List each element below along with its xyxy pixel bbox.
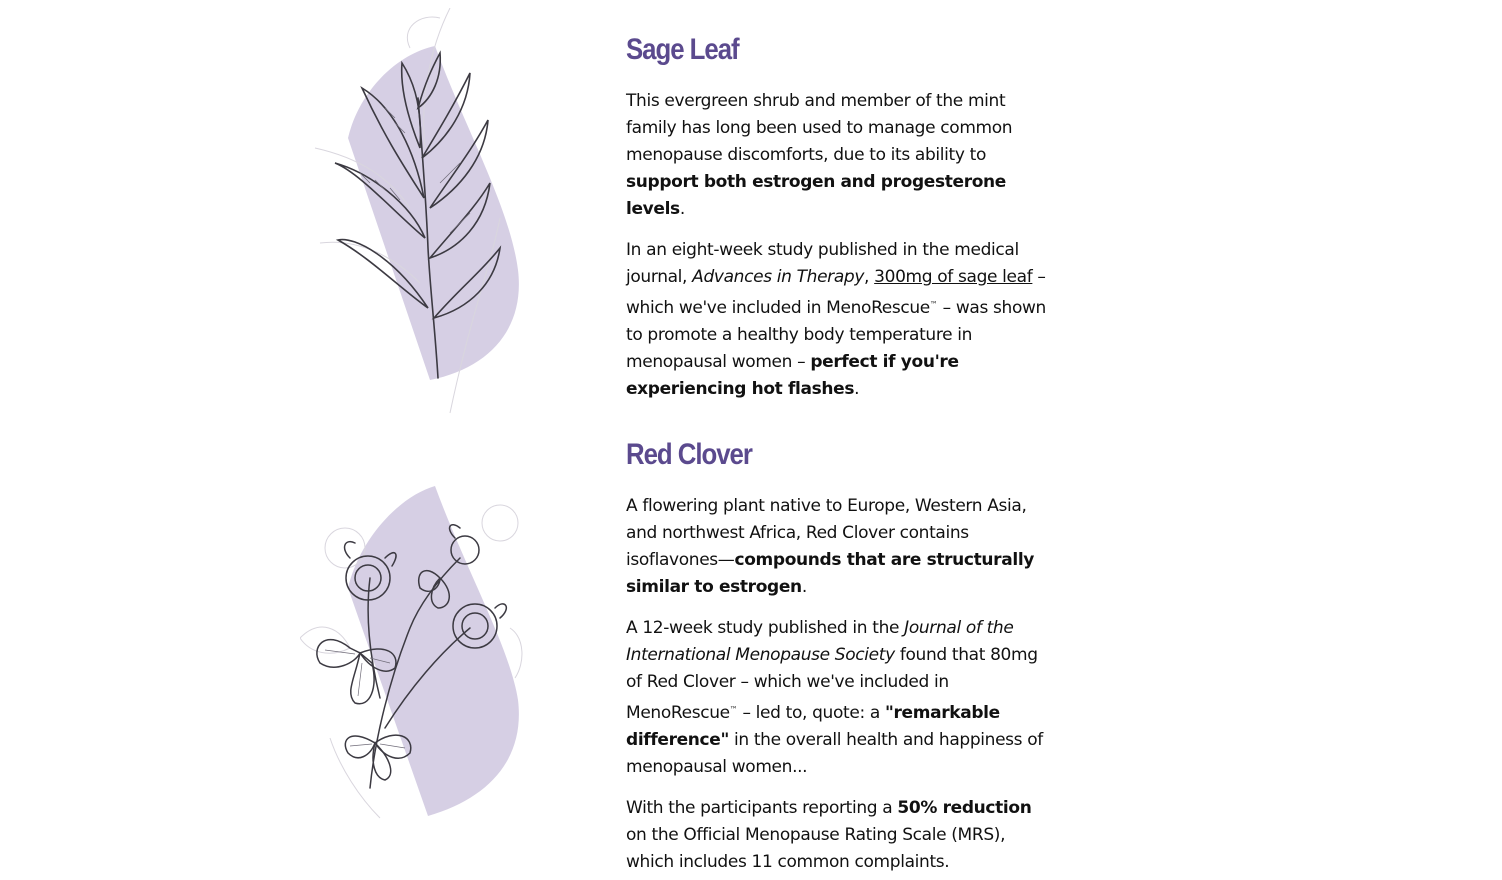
sage-leaf-paragraph-1 xyxy=(626,88,1046,223)
red-clover-heading: Red Clover xyxy=(626,438,752,471)
bold-text: "remarkable difference" xyxy=(626,703,1000,750)
text-run: In an eight-week study published in the medical journal, xyxy=(626,240,1019,287)
text-run: . xyxy=(854,379,860,399)
text-run: . xyxy=(679,199,685,219)
journal-title: Journal of the International Menopause Society xyxy=(626,618,1014,665)
text-run: A 12-week study published in the xyxy=(626,618,905,638)
journal-title: Advances in Therapy xyxy=(692,267,865,287)
bold-text: perfect if you're experiencing hot flashes xyxy=(626,352,959,399)
trademark-mark: ™ xyxy=(729,705,738,714)
trademark-mark: ™ xyxy=(929,300,938,309)
text-run: . xyxy=(801,577,807,597)
red-clover-drawing xyxy=(300,478,540,823)
bold-text: compounds that are structurally similar to estrogen xyxy=(626,550,1035,597)
text-run: This evergreen shrub and member of the mint family has long been used to manage common menopause discomforts, due to its ability to xyxy=(626,91,1013,165)
text-run: With the participants reporting a xyxy=(626,798,898,818)
sage-leaf-paragraph-2 xyxy=(626,237,1046,403)
text-run: – which we've included in MenoRescue xyxy=(626,267,1046,318)
text-run: on the Official Menopause Rating Scale (MRS), which includes 11 common complaints. xyxy=(626,825,1006,872)
sage-leaf-text xyxy=(626,32,1046,403)
red-clover-paragraph-1 xyxy=(626,493,1046,601)
red-clover-text xyxy=(626,437,1046,876)
text-run: in the overall health and happiness of menopausal women... xyxy=(626,730,1043,777)
red-clover-illustration xyxy=(300,478,540,823)
red-clover-paragraph-3 xyxy=(626,795,1046,876)
sage-leaf-drawing xyxy=(300,8,540,418)
text-run: – was shown to promote a healthy body temperature in menopausal women – xyxy=(626,298,1046,372)
sage-leaf-illustration xyxy=(300,8,540,418)
text-run: found that 80mg of Red Clover – which we've included in MenoRescue xyxy=(626,645,1038,723)
bold-text: support both estrogen and progesterone levels xyxy=(626,172,1006,219)
text-run: A flowering plant native to Europe, Western Asia, and northwest Africa, Red Clover contains isoflavones— xyxy=(626,496,1027,570)
sage-study-link[interactable]: 300mg of sage leaf xyxy=(874,267,1033,287)
text-run: , xyxy=(864,267,875,287)
bold-text: 50% reduction xyxy=(897,798,1032,818)
sage-leaf-heading: Sage Leaf xyxy=(626,33,739,66)
red-clover-paragraph-2 xyxy=(626,615,1046,781)
text-run: – led to, quote: a xyxy=(737,703,886,723)
